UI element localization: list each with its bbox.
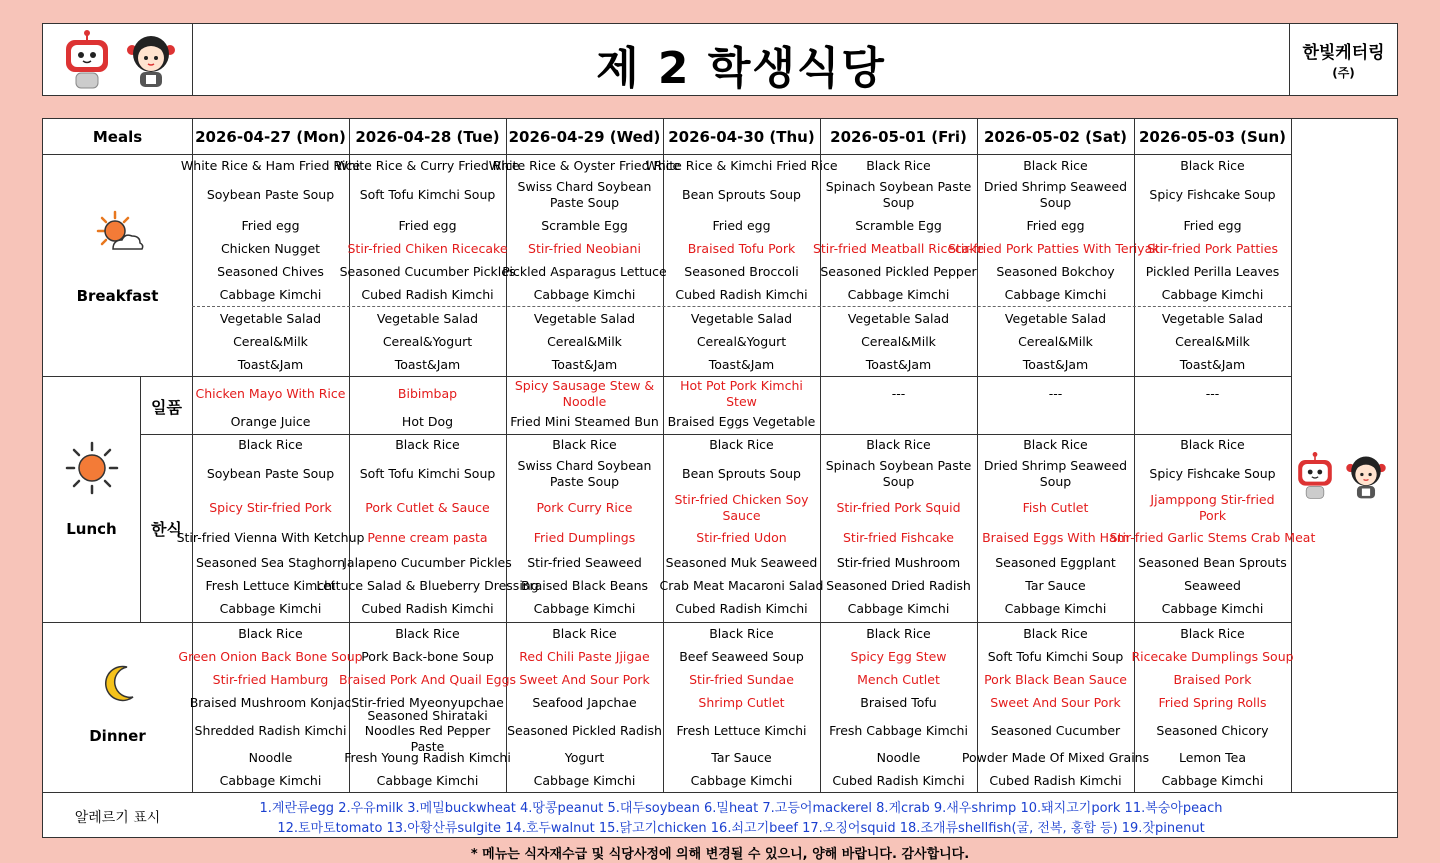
menu-item: Seasoned Pickled Pepper [820, 264, 977, 280]
menu-item: Fresh Cabbage Kimchi [829, 723, 968, 739]
menu-item: Black Rice [395, 437, 460, 453]
menu-item: Bibimbap [397, 385, 458, 401]
menu-item: Seasoned Dried Radish [826, 578, 971, 594]
menu-item: Fried egg [1183, 218, 1242, 234]
menu-item: Cubed Radish Kimchi [361, 601, 494, 617]
robot-mascot-icon [1291, 451, 1339, 501]
menu-item: Sweet And Sour Pork [519, 672, 650, 688]
menu-item: Toast&Jam [708, 357, 775, 373]
menu-item: Braised Pork [1173, 672, 1252, 688]
company-suffix: (주) [1332, 66, 1355, 80]
menu-item: Pickled Asparagus Lettuce [502, 264, 667, 280]
menu-item: Stir-fried Hamburg [212, 672, 329, 688]
menu-item: Cereal&Milk [1018, 334, 1093, 350]
menu-item: Black Rice [866, 626, 931, 642]
menu-item: Seasoned Sea Staghorn [195, 555, 346, 571]
menu-item: Braised Tofu [860, 695, 937, 711]
menu-item: Cabbage Kimchi [533, 287, 636, 303]
menu-item: Cabbage Kimchi [219, 773, 322, 789]
menu-item: Vegetable Salad [376, 311, 479, 327]
menu-item: Beef Seaweed Soup [679, 649, 804, 665]
menu-item: Soft Tofu Kimchi Soup [987, 649, 1124, 665]
menu-item: Cubed Radish Kimchi [675, 601, 808, 617]
breakfast-label: Breakfast [76, 287, 159, 305]
menu-item: Penne cream pasta [367, 530, 488, 546]
menu-item: Chicken Mayo With Rice [195, 385, 346, 401]
menu-item: Swiss Chard Soybean Paste Soup [517, 179, 652, 210]
menu-item: Toast&Jam [865, 357, 932, 373]
date-header: 2026-04-30 (Thu) [668, 127, 815, 146]
date-header: 2026-04-29 (Wed) [508, 127, 661, 146]
header-bar [42, 23, 1398, 96]
menu-item: Seasoned Eggplant [995, 555, 1116, 571]
menu-item: Spicy Sausage Stew & Noodle [514, 377, 655, 409]
menu-item: Cereal&Milk [1175, 334, 1250, 350]
menu-item: Pork Back-bone Soup [361, 649, 494, 665]
menu-item: White Rice & Oyster Fried Rice [488, 158, 681, 174]
girl-mascot-icon [1343, 453, 1389, 501]
menu-item: Stir-fried Chicken Soy Sauce [674, 492, 809, 523]
menu-item: Black Rice [1023, 437, 1088, 453]
menu-item: Seasoned Chives [217, 264, 324, 280]
row-divider [43, 154, 1291, 155]
lunch-special-label: 일품 [151, 398, 182, 417]
menu-item: Cereal&Yogurt [382, 334, 473, 350]
menu-item: Fried Mini Steamed Bun [510, 414, 659, 430]
menu-item: Fish Cutlet [1022, 500, 1089, 516]
menu-item: --- [891, 385, 906, 401]
menu-item: Seasoned Shirataki Noodles Red Pepper Paste [364, 707, 491, 754]
dotted-divider [192, 306, 1291, 307]
menu-item: Cabbage Kimchi [533, 773, 636, 789]
menu-item: Fried Dumplings [533, 530, 636, 546]
menu-item: Stir-fried Meatball Ricecake [812, 241, 985, 257]
menu-item: Cabbage Kimchi [1161, 601, 1264, 617]
menu-item: Fried Spring Rolls [1158, 695, 1267, 711]
menu-item: Black Rice [238, 437, 303, 453]
menu-item: Fried egg [1026, 218, 1085, 234]
date-header: 2026-04-27 (Mon) [195, 127, 346, 146]
menu-item: Braised Eggs Vegetable [667, 414, 816, 430]
allergy-line-1: 1.계란류egg 2.우유milk 3.메밀buckwheat 4.땅콩peanut 5.대두soybean 6.밀heat 7.고등어mackerel 8.게crab 9.새우shrimp 10.돼지고기pork 11.복숭아peach [259, 801, 1223, 816]
menu-item: Vegetable Salad [533, 311, 636, 327]
menu-item: Stir-fried Pork Squid [836, 500, 961, 516]
sun-icon [65, 441, 119, 495]
menu-item: White Rice & Ham Fried Rice [180, 158, 361, 174]
menu-item: White Rice & Kimchi Fried Rice [645, 158, 838, 174]
menu-item: Stir-fried Pork Patties With Teriyaki [948, 241, 1163, 257]
menu-item: Cabbage Kimchi [219, 601, 322, 617]
menu-item: Cereal&Milk [233, 334, 308, 350]
menu-item: Braised Mushroom Konjac [189, 695, 352, 711]
menu-item: Cabbage Kimchi [847, 601, 950, 617]
menu-item: Scramble Egg [541, 218, 628, 234]
menu-item: Cabbage Kimchi [1004, 601, 1107, 617]
menu-item: Scramble Egg [855, 218, 942, 234]
menu-item: Lettuce Salad & Blueberry Dressing [316, 578, 539, 594]
menu-item: Seasoned Pickled Radish [507, 723, 662, 739]
menu-item: Vegetable Salad [1004, 311, 1107, 327]
menu-item: --- [1048, 385, 1063, 401]
menu-item: Yogurt [564, 750, 605, 766]
menu-item: Ricecake Dumplings Soup [1131, 649, 1294, 665]
dinner-label: Dinner [89, 727, 146, 745]
menu-item: Noodle [248, 750, 293, 766]
menu-item: Vegetable Salad [690, 311, 793, 327]
menu-item: Black Rice [1180, 626, 1245, 642]
menu-item: Crab Meat Macaroni Salad [659, 578, 824, 594]
menu-item: Spicy Stir-fried Pork [209, 500, 332, 516]
page-title: 제 2 학생식당 [596, 43, 886, 94]
menu-item: Stir-fried Vienna With Ketchup [176, 530, 365, 546]
menu-item: Black Rice [395, 626, 460, 642]
menu-item: Black Rice [552, 437, 617, 453]
menu-item: Fresh Young Radish Kimchi [344, 750, 511, 766]
menu-item: Pork Curry Rice [536, 500, 633, 516]
menu-item: Vegetable Salad [1161, 311, 1264, 327]
menu-item: Cabbage Kimchi [533, 601, 636, 617]
menu-item: --- [1205, 385, 1220, 401]
column-divider [1291, 119, 1292, 792]
menu-item: Seasoned Cucumber [990, 723, 1121, 739]
menu-item: Black Rice [1180, 437, 1245, 453]
menu-item: Noodle [876, 750, 921, 766]
allergy-line-2: 12.토마토tomato 13.아황산류sulgite 14.호두walnut 15.닭고기chicken 16.쇠고기beef 17.오징어squid 18.조개류shellfish(굴, 전복, 홍합 등) 19.잣pinenut [277, 821, 1205, 836]
menu-item: Black Rice [238, 626, 303, 642]
menu-item: Mench Cutlet [857, 672, 940, 688]
menu-item: Seaweed [1184, 578, 1241, 594]
menu-item: Black Rice [709, 626, 774, 642]
menu-item: Sweet And Sour Pork [990, 695, 1121, 711]
menu-item: Fried egg [241, 218, 300, 234]
menu-item: Stir-fried Seaweed [527, 555, 642, 571]
menu-item: Cereal&Yogurt [696, 334, 787, 350]
header-logo-cell [43, 24, 193, 95]
menu-item: Braised Eggs With Ham [982, 530, 1129, 546]
menu-item: Tar Sauce [711, 750, 772, 766]
menu-item: Jjamppong Stir-fried Pork [1150, 492, 1275, 523]
menu-item: Fried egg [398, 218, 457, 234]
menu-item: Chicken Nugget [220, 241, 321, 257]
lunch-sub-divider [140, 376, 141, 622]
menu-item: Cereal&Milk [547, 334, 622, 350]
company-cell [1289, 24, 1397, 95]
date-header: 2026-05-03 (Sun) [1138, 127, 1287, 146]
menu-item: Toast&Jam [237, 357, 304, 373]
menu-item: Bean Sprouts Soup [682, 187, 801, 203]
company-name: 한빛케터링 [1302, 43, 1385, 63]
menu-item: Stir-fried Udon [696, 530, 787, 546]
menu-item: Pickled Perilla Leaves [1145, 264, 1280, 280]
menu-item: Seasoned Muk Seaweed [665, 555, 818, 571]
menu-item: Hot Dog [401, 414, 454, 430]
menu-item: Soybean Paste Soup [206, 466, 335, 482]
moon-icon [101, 663, 139, 703]
menu-item: Spicy Fishcake Soup [1149, 187, 1276, 203]
menu-item: Black Rice [709, 437, 774, 453]
menu-item: Cabbage Kimchi [1161, 287, 1264, 303]
menu-item: Stir-fried Pork Patties [1147, 241, 1278, 257]
menu-item: Stir-fried Myeonyupchae [351, 695, 504, 711]
menu-item: Cabbage Kimchi [376, 773, 479, 789]
menu-item: Fried egg [712, 218, 771, 234]
allergy-label: 알레르기 표시 [74, 810, 161, 826]
menu-item: Green Onion Back Bone Soup [178, 649, 363, 665]
menu-item: Cabbage Kimchi [690, 773, 793, 789]
menu-item: Cabbage Kimchi [1004, 287, 1107, 303]
menu-item: Stir-fried Mushroom [836, 555, 961, 571]
date-header: 2026-05-01 (Fri) [830, 127, 967, 146]
lunch-label: Lunch [66, 520, 117, 538]
menu-item: Black Rice [866, 437, 931, 453]
menu-item: White Rice & Curry Fried Rice [335, 158, 520, 174]
menu-item: Braised Tofu Pork [687, 241, 796, 257]
menu-item: Shredded Radish Kimchi [194, 723, 347, 739]
menu-item: Tar Sauce [1025, 578, 1086, 594]
date-header: 2026-04-28 (Tue) [355, 127, 500, 146]
menu-item: Toast&Jam [1179, 357, 1246, 373]
menu-item: Spinach Soybean Paste Soup [825, 179, 972, 210]
menu-item: Cereal&Milk [861, 334, 936, 350]
menu-item: Toast&Jam [1022, 357, 1089, 373]
menu-item: Stir-fried Fishcake [843, 530, 954, 546]
menu-item: Black Rice [866, 158, 931, 174]
menu-item: Fresh Lettuce Kimchi [205, 578, 336, 594]
menu-item: Stir-fried Garlic Stems Crab Meat [1109, 530, 1316, 546]
sun-cloud-icon [93, 209, 145, 257]
menu-item: Black Rice [552, 626, 617, 642]
lunch-korean-label: 한식 [151, 520, 182, 539]
menu-item: Cubed Radish Kimchi [675, 287, 808, 303]
menu-item: Hot Pot Pork Kimchi Stew [680, 377, 803, 409]
menu-item: Vegetable Salad [219, 311, 322, 327]
menu-item: Shrimp Cutlet [698, 695, 785, 711]
menu-item: Stir-fried Sundae [689, 672, 794, 688]
menu-item: Seasoned Cucumber Pickles [339, 264, 516, 280]
menu-item: Black Rice [1023, 158, 1088, 174]
menu-item: Pork Cutlet & Sauce [365, 500, 490, 516]
menu-item: Black Rice [1023, 626, 1088, 642]
menu-item: Bean Sprouts Soup [682, 466, 801, 482]
menu-item: Soft Tofu Kimchi Soup [359, 187, 496, 203]
menu-item: Soybean Paste Soup [206, 187, 335, 203]
menu-item: Toast&Jam [394, 357, 461, 373]
menu-item: Fresh Lettuce Kimchi [676, 723, 807, 739]
robot-mascot-icon [57, 30, 117, 90]
menu-item: Vegetable Salad [847, 311, 950, 327]
menu-item: Cubed Radish Kimchi [989, 773, 1122, 789]
menu-item: Lemon Tea [1178, 750, 1247, 766]
menu-item: Spicy Fishcake Soup [1149, 466, 1276, 482]
menu-item: Seasoned Broccoli [684, 264, 799, 280]
menu-item: Dried Shrimp Seaweed Soup [983, 458, 1128, 489]
meals-header: Meals [92, 127, 143, 146]
menu-item: Cabbage Kimchi [219, 287, 322, 303]
menu-table [42, 118, 1398, 838]
menu-item: Powder Made Of Mixed Grains [961, 750, 1150, 766]
menu-item: Dried Shrimp Seaweed Soup [983, 179, 1128, 210]
menu-item: Red Chili Paste Jjigae [519, 649, 650, 665]
menu-item: Spicy Egg Stew [850, 649, 947, 665]
menu-item: Seasoned Chicory [1156, 723, 1269, 739]
menu-item: Cubed Radish Kimchi [832, 773, 965, 789]
footer-note: * 메뉴는 식자재수급 및 식당사정에 의해 변경될 수 있으니, 양해 바랍니다. 감사합니다. [470, 847, 970, 862]
menu-item: Pork Black Bean Sauce [984, 672, 1127, 688]
menu-item: Seafood Japchae [532, 695, 637, 711]
menu-item: Orange Juice [230, 414, 311, 430]
menu-item: Cubed Radish Kimchi [361, 287, 494, 303]
menu-item: Stir-fried Neobiani [528, 241, 641, 257]
menu-item: Braised Black Beans [520, 578, 649, 594]
date-header: 2026-05-02 (Sat) [984, 127, 1127, 146]
menu-item: Jalapeno Cucumber Pickles [343, 555, 512, 571]
menu-item: Swiss Chard Soybean Paste Soup [517, 458, 652, 489]
menu-item: Seasoned Bokchoy [996, 264, 1115, 280]
menu-item: Seasoned Bean Sprouts [1138, 555, 1287, 571]
menu-item: Toast&Jam [551, 357, 618, 373]
menu-item: Black Rice [1180, 158, 1245, 174]
menu-item: Soft Tofu Kimchi Soup [359, 466, 496, 482]
menu-item: Cabbage Kimchi [1161, 773, 1264, 789]
menu-item: Braised Pork And Quail Eggs [338, 672, 517, 688]
girl-mascot-icon [123, 32, 179, 90]
menu-item: Cabbage Kimchi [847, 287, 950, 303]
menu-item: Spinach Soybean Paste Soup [825, 458, 972, 489]
menu-item: Stir-fried Chiken Ricecake [347, 241, 508, 257]
row-divider [43, 792, 1397, 793]
